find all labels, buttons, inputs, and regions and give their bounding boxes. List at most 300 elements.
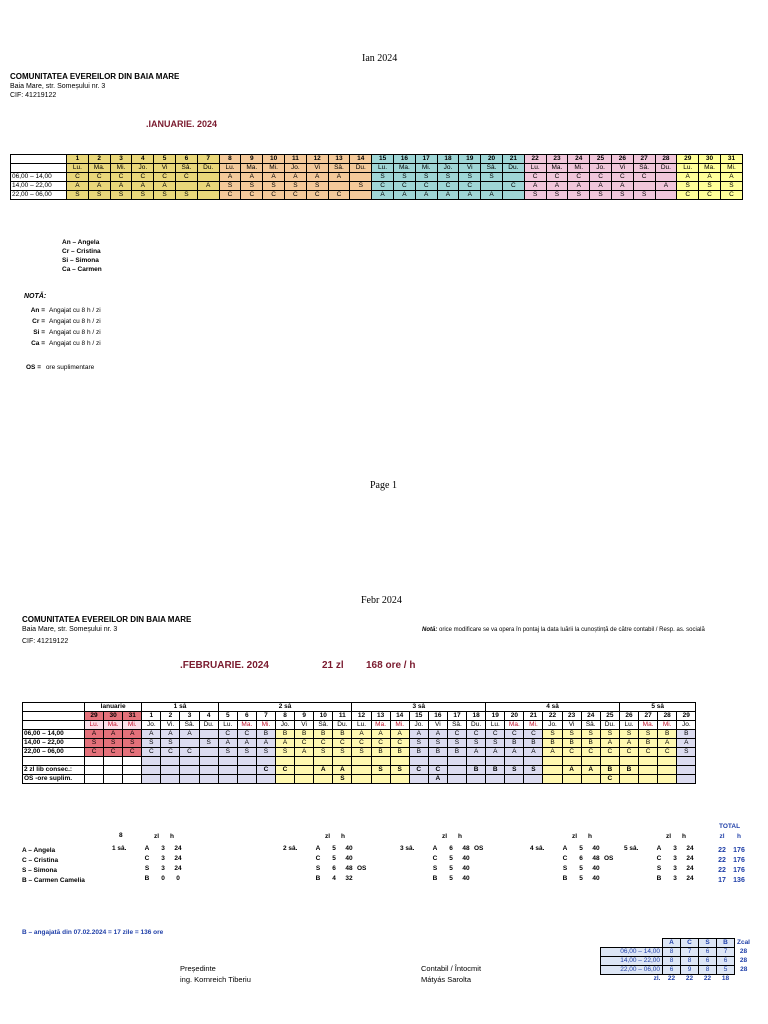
shift-cell: C <box>241 191 263 200</box>
shift-cell <box>633 182 655 191</box>
row-cell <box>104 775 123 784</box>
row-cell: C <box>600 775 619 784</box>
total-days: 22 <box>718 847 726 854</box>
day-number: 24 <box>568 155 590 164</box>
shift-cell: C <box>328 191 350 200</box>
weekday-label: Ma. <box>546 164 568 173</box>
shift-cell: A <box>328 173 350 182</box>
total-row <box>714 846 748 856</box>
corner-cell <box>23 721 85 730</box>
mini-head-row <box>601 939 753 948</box>
row-cell <box>677 766 696 775</box>
week-summary-row <box>112 865 186 875</box>
day-number: 28 <box>658 712 677 721</box>
zl-head: zl <box>154 833 160 840</box>
weekday-label: Lu. <box>524 164 546 173</box>
shift-cell: C <box>447 730 466 739</box>
spacer-cell <box>314 757 333 766</box>
day-number-row <box>11 155 743 164</box>
nota-value: Angajat cu 8 h / zi <box>49 307 101 314</box>
person-code: S <box>656 865 662 872</box>
person-code: B <box>144 875 150 882</box>
day-number: 30 <box>104 712 123 721</box>
shift-cell: A <box>371 730 390 739</box>
week-label: 5 sâ <box>619 703 695 712</box>
shift-cell <box>481 182 503 191</box>
weekday-label: Jo. <box>437 164 459 173</box>
week-summary-row <box>530 865 613 875</box>
shift-cell: A <box>132 182 154 191</box>
shift-cell: A <box>428 730 447 739</box>
shift-cell: C <box>611 173 633 182</box>
mini-foot: 22 <box>667 975 676 982</box>
shift-cell: A <box>524 748 543 757</box>
hours-value: 24 <box>174 865 182 872</box>
shift-cell: S <box>142 739 161 748</box>
row-cell: A <box>428 775 447 784</box>
shift-cell: A <box>459 191 481 200</box>
person-name: C – Cristina <box>22 857 59 864</box>
shift-cell: C <box>314 739 333 748</box>
row-cell <box>505 775 524 784</box>
spacer-row <box>23 757 696 766</box>
page1-footer: Page 1 <box>370 480 397 491</box>
week-label: 4 sâ. <box>530 845 545 852</box>
shift-cell: S <box>104 739 123 748</box>
row-cell <box>142 775 161 784</box>
shift-cell: B <box>314 730 333 739</box>
total-row <box>714 876 748 886</box>
weekday-label: Jo. <box>409 721 428 730</box>
shift-cell: S <box>88 191 110 200</box>
weekday-label: Ma. <box>393 164 415 173</box>
shift-label: 22,00 – 06,00 <box>23 748 85 757</box>
days-value: 5 <box>449 865 453 872</box>
day-number: 12 <box>352 712 371 721</box>
total-zl-head: zl <box>719 833 725 840</box>
hours-value: 48 <box>345 865 353 872</box>
shift-cell: A <box>699 173 721 182</box>
shift-cell: A <box>275 739 294 748</box>
day-number: 2 <box>88 155 110 164</box>
shift-cell: S <box>350 182 372 191</box>
weekday-label: Jo. <box>275 721 294 730</box>
spacer-cell <box>295 757 314 766</box>
nota-item <box>20 316 101 327</box>
shift-cell: S <box>219 182 241 191</box>
weekday-label: Du. <box>199 721 218 730</box>
shift-cell: S <box>110 191 132 200</box>
shift-cell: A <box>372 191 394 200</box>
person-code: A <box>144 845 150 852</box>
shift-cell: S <box>372 173 394 182</box>
shift-cell: C <box>639 748 658 757</box>
shift-label: 14,00 – 22,00 <box>23 739 85 748</box>
row-cell: C <box>409 766 428 775</box>
weekday-label: Du. <box>197 164 219 173</box>
spacer-cell <box>447 757 466 766</box>
weekday-label: Du. <box>350 164 372 173</box>
weekday-label: Du. <box>600 721 619 730</box>
shift-cell: A <box>600 739 619 748</box>
shift-cell: A <box>568 182 590 191</box>
row-cell <box>352 766 371 775</box>
mini-value: 28 <box>739 948 748 955</box>
shift-cell: C <box>306 191 328 200</box>
day-number: 9 <box>295 712 314 721</box>
shift-cell: C <box>85 748 104 757</box>
day-number: 28 <box>655 155 677 164</box>
mini-head: A <box>663 939 681 948</box>
shift-cell: C <box>699 191 721 200</box>
day-number: 2 <box>161 712 180 721</box>
shift-cell: C <box>581 748 600 757</box>
shift-cell: A <box>123 730 142 739</box>
page1-address: Baia Mare, str. Someșului nr. 3 <box>10 83 106 90</box>
week-label: 3 sâ. <box>400 845 415 852</box>
day-number: 15 <box>372 155 394 164</box>
total-h-head: h <box>737 833 741 840</box>
day-number: 18 <box>467 712 486 721</box>
weekday-label: Lu. <box>619 721 638 730</box>
week-summary-block <box>624 833 698 885</box>
nota-item <box>20 305 101 316</box>
day-number: 16 <box>428 712 447 721</box>
shift-cell: C <box>352 739 371 748</box>
weekday-label: Mi. <box>390 721 409 730</box>
nota-value: Angajat cu 8 h / zi <box>49 329 101 336</box>
shift-cell: A <box>720 173 742 182</box>
weekday-label: Lu. <box>372 164 394 173</box>
person-code: S <box>562 865 568 872</box>
day-number: 31 <box>720 155 742 164</box>
days-value: 3 <box>673 845 677 852</box>
shift-cell: A <box>142 730 161 739</box>
days-value: 3 <box>673 875 677 882</box>
shift-row <box>11 173 743 182</box>
shift-cell: A <box>154 182 176 191</box>
shift-cell: S <box>161 739 180 748</box>
weekday-label: Mi. <box>256 721 275 730</box>
row-cell <box>447 775 466 784</box>
day-number: 19 <box>459 155 481 164</box>
day-number: 20 <box>481 155 503 164</box>
shift-cell: S <box>524 191 546 200</box>
total-days: 22 <box>718 867 726 874</box>
shift-cell: A <box>415 191 437 200</box>
day-number-row <box>23 712 696 721</box>
january-schedule-table <box>10 154 743 200</box>
days-value: 3 <box>161 845 165 852</box>
february-schedule-table <box>22 702 696 784</box>
spacer-cell <box>658 757 677 766</box>
person-code: A <box>432 845 438 852</box>
mini-value: 5 <box>717 966 735 975</box>
hours-value: 40 <box>592 875 600 882</box>
shift-cell: A <box>218 739 237 748</box>
shift-cell: A <box>295 748 314 757</box>
day-number: 10 <box>314 712 333 721</box>
week-label: 2 sâ. <box>283 845 298 852</box>
mini-value: 6 <box>699 948 717 957</box>
row-cell <box>562 775 581 784</box>
weekday-label: Jo. <box>677 721 696 730</box>
days-value: 5 <box>332 855 336 862</box>
shift-cell: S <box>199 739 218 748</box>
h-head: h <box>458 833 462 840</box>
week-summary-row <box>400 855 483 865</box>
day-number: 5 <box>154 155 176 164</box>
shift-cell: B <box>390 748 409 757</box>
shift-cell: C <box>176 173 198 182</box>
mini-foot: zl. <box>653 975 661 982</box>
spacer-cell <box>467 757 486 766</box>
day-number: 20 <box>505 712 524 721</box>
shift-cell: S <box>415 173 437 182</box>
shift-cell: S <box>447 739 466 748</box>
shift-cell: B <box>333 730 352 739</box>
shift-cell: A <box>619 739 638 748</box>
day-number: 23 <box>562 712 581 721</box>
shift-cell: A <box>67 182 89 191</box>
shift-cell: A <box>655 182 677 191</box>
legend-list <box>62 238 102 274</box>
shift-cell: A <box>546 182 568 191</box>
shift-cell: A <box>104 730 123 739</box>
shift-cell: C <box>123 748 142 757</box>
nota-key: An = <box>30 307 45 314</box>
shift-cell <box>502 173 524 182</box>
mini-foot-row <box>601 975 753 984</box>
shift-cell: C <box>371 739 390 748</box>
spacer-cell <box>161 757 180 766</box>
note-label: Notă: <box>422 627 438 633</box>
person-code: A <box>315 845 321 852</box>
weekday-label: Lu. <box>85 721 104 730</box>
shift-row <box>11 182 743 191</box>
person-code: B <box>315 875 321 882</box>
person-name: A – Angela <box>22 847 56 854</box>
spacer-cell <box>581 757 600 766</box>
row-cell <box>352 775 371 784</box>
row-cell: B <box>467 766 486 775</box>
weekday-label: Lu. <box>352 721 371 730</box>
shift-cell: A <box>306 173 328 182</box>
shift-cell: S <box>437 173 459 182</box>
row-cell <box>409 775 428 784</box>
zl-head: zl <box>442 833 448 840</box>
weekday-label: Ma. <box>104 721 123 730</box>
shift-cell: S <box>699 182 721 191</box>
day-number: 1 <box>67 155 89 164</box>
hours-value: 24 <box>174 855 182 862</box>
shift-cell: S <box>409 739 428 748</box>
consec-row <box>23 766 696 775</box>
day-number: 22 <box>543 712 562 721</box>
person-name: S – Simona <box>22 867 58 874</box>
person-code: C <box>432 855 438 862</box>
row-label: OS -ore suplim. <box>23 775 85 784</box>
day-number: 6 <box>237 712 256 721</box>
person-code: B <box>562 875 568 882</box>
mini-head: Zcal <box>736 939 750 946</box>
shift-cell: S <box>600 730 619 739</box>
day-number: 9 <box>241 155 263 164</box>
os-value: ore suplimentare <box>45 364 95 371</box>
weekday-label: Du. <box>502 164 524 173</box>
row-cell <box>524 775 543 784</box>
page1-month-header: Ian 2024 <box>362 53 398 64</box>
day-number: 25 <box>590 155 612 164</box>
shift-cell <box>199 730 218 739</box>
shift-cell: A <box>197 182 219 191</box>
shift-cell: B <box>275 730 294 739</box>
week-summary-row <box>283 865 366 875</box>
day-number: 21 <box>524 712 543 721</box>
spacer-cell <box>524 757 543 766</box>
day-number: 21 <box>502 155 524 164</box>
week-label: 3 sâ <box>352 703 486 712</box>
day-number: 11 <box>333 712 352 721</box>
hours-value: 0 <box>176 875 180 882</box>
shift-cell: S <box>639 730 658 739</box>
day-number: 8 <box>219 155 241 164</box>
person-code: B <box>656 875 662 882</box>
row-label: 2 zl lib consec.: <box>23 766 85 775</box>
shift-cell: A <box>409 730 428 739</box>
shift-cell: B <box>562 739 581 748</box>
shift-cell: C <box>486 730 505 739</box>
shift-cell: S <box>85 739 104 748</box>
mini-value: 7 <box>717 948 735 957</box>
shift-cell: S <box>459 173 481 182</box>
day-number: 22 <box>524 155 546 164</box>
shift-cell: S <box>428 739 447 748</box>
row-cell <box>85 775 104 784</box>
shift-row <box>23 739 696 748</box>
shift-cell: C <box>437 182 459 191</box>
week-summary-row <box>400 875 483 885</box>
shift-cell: S <box>256 748 275 757</box>
shift-cell <box>350 191 372 200</box>
weekday-label: Jo. <box>142 721 161 730</box>
week-summary-row <box>283 875 366 885</box>
page2-cif: CIF: 41219122 <box>22 638 69 645</box>
page2-title: .FEBRUARIE. 2024 <box>180 660 269 671</box>
legend-item: Ca – Carmen <box>62 266 102 273</box>
weekday-label: Vi. <box>161 721 180 730</box>
shift-cell: B <box>447 748 466 757</box>
shift-cell: S <box>275 748 294 757</box>
row-cell <box>199 775 218 784</box>
day-number: 15 <box>409 712 428 721</box>
day-number: 30 <box>699 155 721 164</box>
days-value: 6 <box>449 845 453 852</box>
h-head: h <box>588 833 592 840</box>
spacer-cell <box>562 757 581 766</box>
spacer-cell <box>543 757 562 766</box>
mini-value: 6 <box>699 957 717 966</box>
total-columns <box>714 833 754 840</box>
week-summary-row <box>530 875 613 885</box>
week-summary-block <box>400 833 483 885</box>
shift-cell <box>655 173 677 182</box>
week-summary-row <box>530 855 613 865</box>
shift-cell <box>199 748 218 757</box>
shift-cell <box>197 173 219 182</box>
person-code: S <box>315 865 321 872</box>
day-number: 16 <box>393 155 415 164</box>
accountant-name: Mátyás Sarolta <box>421 975 472 984</box>
shift-cell: A <box>658 739 677 748</box>
shift-cell: S <box>633 191 655 200</box>
day-number: 1 <box>142 712 161 721</box>
mini-row <box>601 957 753 966</box>
president-name: ing. Kornreich Tiberiu <box>180 975 251 984</box>
row-cell: C <box>256 766 275 775</box>
h-head: h <box>341 833 345 840</box>
spacer-cell <box>600 757 619 766</box>
person-code: B <box>432 875 438 882</box>
spacer-cell <box>199 757 218 766</box>
mini-value: 8 <box>663 948 681 957</box>
days-value: 5 <box>579 865 583 872</box>
shift-cell: B <box>409 748 428 757</box>
shift-cell: A <box>256 739 275 748</box>
mini-value: 8 <box>699 966 717 975</box>
shift-cell: A <box>219 173 241 182</box>
hours-value: 24 <box>686 875 694 882</box>
spacer-cell <box>180 757 199 766</box>
row-cell <box>314 775 333 784</box>
row-cell: B <box>600 766 619 775</box>
shift-label: 22,00 – 06,00 <box>11 191 67 200</box>
spacer-cell <box>352 757 371 766</box>
shift-cell: B <box>658 730 677 739</box>
day-number: 3 <box>180 712 199 721</box>
row-cell: B <box>486 766 505 775</box>
days-value: 3 <box>673 855 677 862</box>
shift-label: 14,00 – 22,00 <box>11 182 67 191</box>
shift-cell <box>176 182 198 191</box>
page2-org-name: COMUNITATEA EVEREILOR DIN BAIA MARE <box>22 615 192 624</box>
weekday-label: Sâ. <box>180 721 199 730</box>
shift-cell: C <box>524 173 546 182</box>
shift-cell: A <box>677 739 696 748</box>
row-cell <box>390 775 409 784</box>
mini-foot: 18 <box>721 975 730 982</box>
weekday-label: Vi <box>611 164 633 173</box>
page1-cif: CIF: 41219122 <box>10 92 57 99</box>
weekday-label: Sâ. <box>633 164 655 173</box>
weekday-label: Ma. <box>639 721 658 730</box>
shift-cell <box>197 191 219 200</box>
shift-cell: C <box>546 173 568 182</box>
row-cell <box>543 766 562 775</box>
shift-cell: B <box>543 739 562 748</box>
hours-value: 40 <box>462 865 470 872</box>
spacer-cell <box>23 757 85 766</box>
weekday-label: Sâ. <box>314 721 333 730</box>
days-value: 3 <box>161 855 165 862</box>
shift-cell: A <box>543 748 562 757</box>
row-cell <box>467 775 486 784</box>
zl-head: zl <box>572 833 578 840</box>
total-row <box>714 856 748 866</box>
days-value: 5 <box>579 845 583 852</box>
shift-cell: S <box>218 748 237 757</box>
shift-cell: S <box>123 739 142 748</box>
